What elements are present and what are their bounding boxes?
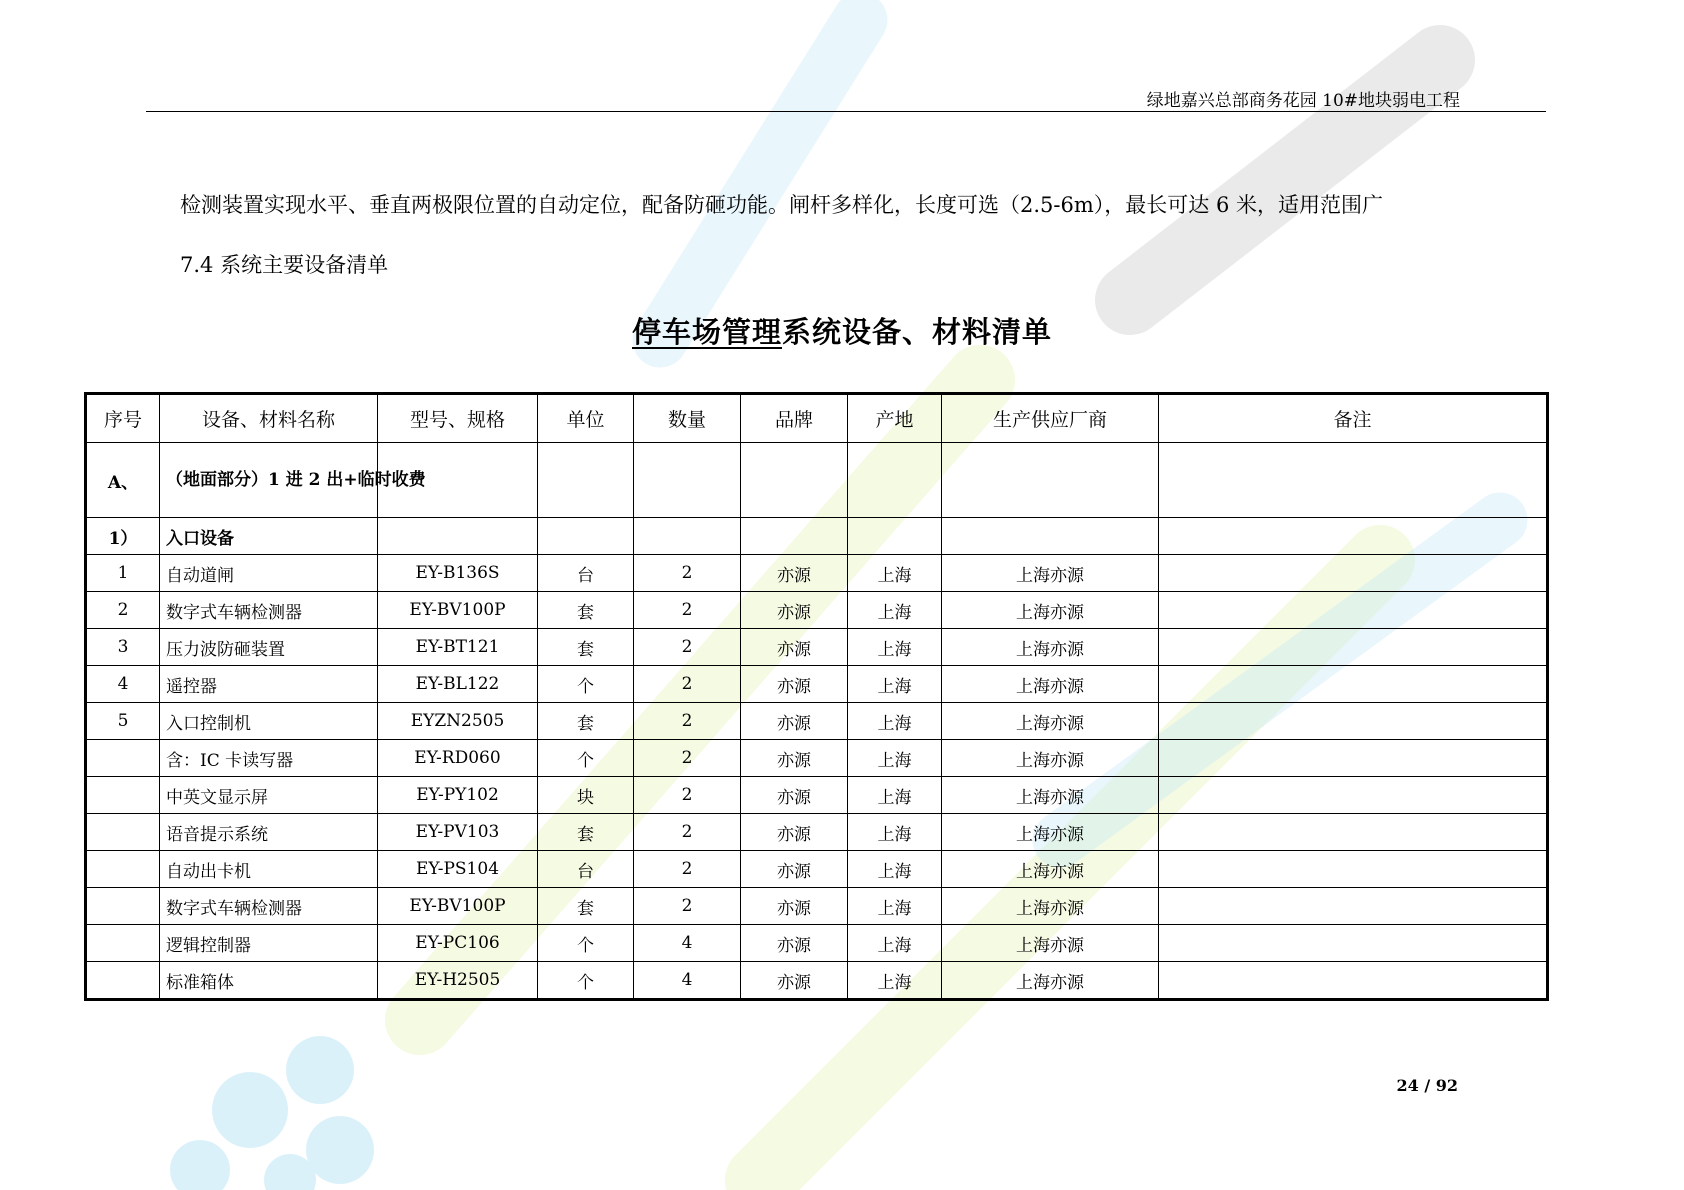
- table-cell: 上海: [848, 851, 942, 888]
- table-cell: [1159, 666, 1548, 703]
- table-row: [86, 814, 1548, 851]
- table-cell: [1159, 888, 1548, 925]
- table-cell: EY-PS104: [378, 851, 538, 888]
- table-cell: 2: [634, 666, 741, 703]
- table-body: [86, 443, 1548, 1000]
- table-cell: A、: [86, 443, 160, 518]
- table-cell: 2: [634, 814, 741, 851]
- table-row: [86, 925, 1548, 962]
- table-cell: 上海: [848, 592, 942, 629]
- table-cell: 数字式车辆检测器: [160, 592, 378, 629]
- table-cell: 4: [634, 962, 741, 1000]
- table-cell: 亦源: [741, 666, 848, 703]
- table-cell: EY-BT121: [378, 629, 538, 666]
- table-row: [86, 777, 1548, 814]
- table-cell: 2: [634, 629, 741, 666]
- header-rule: [146, 111, 1546, 112]
- table-cell: 上海: [848, 888, 942, 925]
- table-cell: 上海: [848, 666, 942, 703]
- table-cell: 套: [538, 814, 634, 851]
- table-cell: 标准箱体: [160, 962, 378, 1000]
- table-cell: EY-H2505: [378, 962, 538, 1000]
- table-cell: 4: [86, 666, 160, 703]
- table-cell: 个: [538, 925, 634, 962]
- table-cell: 上海: [848, 962, 942, 1000]
- table-cell: 上海亦源: [942, 814, 1159, 851]
- table-cell: 含：IC 卡读写器: [160, 740, 378, 777]
- table-cell: [378, 518, 538, 555]
- table-cell: 1）: [86, 518, 160, 555]
- table-cell: 上海: [848, 814, 942, 851]
- equipment-table-container: [84, 392, 1549, 1001]
- table-cell: 上海亦源: [942, 555, 1159, 592]
- table-cell: 5: [86, 703, 160, 740]
- table-cell: 上海亦源: [942, 962, 1159, 1000]
- table-cell: 2: [634, 740, 741, 777]
- table-cell: 2: [634, 777, 741, 814]
- table-cell: 3: [86, 629, 160, 666]
- table-cell: [86, 851, 160, 888]
- table-title-rest: 系统设备、材料清单: [782, 315, 1053, 349]
- body-paragraph: 检测装置实现水平、垂直两极限位置的自动定位，配备防砸功能。闸杆多样化，长度可选（2.5-6m），最长可达 6 米，适用范围广: [180, 193, 1383, 217]
- table-cell: 个: [538, 740, 634, 777]
- table-cell: 亦源: [741, 740, 848, 777]
- table-cell: [538, 443, 634, 518]
- table-cell: [86, 962, 160, 1000]
- column-header: 设备、材料名称: [160, 394, 378, 443]
- column-header: 数量: [634, 394, 741, 443]
- column-header: 型号、规格: [378, 394, 538, 443]
- table-cell: 亦源: [741, 814, 848, 851]
- table-cell: [1159, 962, 1548, 1000]
- table-cell: [1159, 518, 1548, 555]
- table-cell: EY-B136S: [378, 555, 538, 592]
- column-header: 备注: [1159, 394, 1548, 443]
- table-cell: 亦源: [741, 555, 848, 592]
- table-cell: [86, 925, 160, 962]
- table-cell: EY-RD060: [378, 740, 538, 777]
- table-cell: 2: [634, 888, 741, 925]
- table-cell: [1159, 555, 1548, 592]
- table-cell: 上海: [848, 925, 942, 962]
- table-cell: [1159, 592, 1548, 629]
- table-cell: [86, 888, 160, 925]
- table-header-row: [86, 394, 1548, 443]
- table-row: [86, 962, 1548, 1000]
- table-cell: [848, 518, 942, 555]
- table-cell: 台: [538, 851, 634, 888]
- table-cell: 遥控器: [160, 666, 378, 703]
- table-cell: [1159, 443, 1548, 518]
- table-cell: 上海: [848, 740, 942, 777]
- table-cell: 上海: [848, 555, 942, 592]
- table-row: [86, 703, 1548, 740]
- table-cell: 语音提示系统: [160, 814, 378, 851]
- table-cell: 上海: [848, 777, 942, 814]
- table-cell: EY-BL122: [378, 666, 538, 703]
- table-cell: [86, 814, 160, 851]
- table-cell: 数字式车辆检测器: [160, 888, 378, 925]
- table-cell: 个: [538, 962, 634, 1000]
- table-cell: [741, 443, 848, 518]
- column-header: 生产供应厂商: [942, 394, 1159, 443]
- table-cell: 亦源: [741, 703, 848, 740]
- table-cell: 入口控制机: [160, 703, 378, 740]
- table-cell: 上海亦源: [942, 629, 1159, 666]
- table-cell: 中英文显示屏: [160, 777, 378, 814]
- table-cell: 4: [634, 925, 741, 962]
- table-row: [86, 740, 1548, 777]
- table-cell: 上海亦源: [942, 740, 1159, 777]
- table-cell: 2: [634, 703, 741, 740]
- header-title: 绿地嘉兴总部商务花园 10#地块弱电工程: [1146, 91, 1460, 111]
- table-cell: 亦源: [741, 777, 848, 814]
- table-cell: [942, 443, 1159, 518]
- table-cell: 亦源: [741, 629, 848, 666]
- table-cell: [86, 740, 160, 777]
- table-cell: [634, 443, 741, 518]
- table-cell: （地面部分）1 进 2 出+临时收费: [160, 443, 378, 518]
- table-cell: 上海亦源: [942, 703, 1159, 740]
- table-cell: [538, 518, 634, 555]
- table-title: [0, 310, 1684, 351]
- table-cell: 上海亦源: [942, 925, 1159, 962]
- table-cell: 上海亦源: [942, 888, 1159, 925]
- column-header: 单位: [538, 394, 634, 443]
- table-cell: 亦源: [741, 962, 848, 1000]
- table-cell: [1159, 814, 1548, 851]
- table-cell: EY-BV100P: [378, 888, 538, 925]
- table-cell: 自动出卡机: [160, 851, 378, 888]
- table-cell: [1159, 703, 1548, 740]
- table-cell: 上海亦源: [942, 592, 1159, 629]
- table-cell: EY-PV103: [378, 814, 538, 851]
- table-cell: 入口设备: [160, 518, 378, 555]
- table-cell: [942, 518, 1159, 555]
- table-cell: 上海亦源: [942, 777, 1159, 814]
- table-cell: EY-PY102: [378, 777, 538, 814]
- table-cell: 亦源: [741, 851, 848, 888]
- table-row: [86, 629, 1548, 666]
- equipment-table: [84, 392, 1549, 1001]
- table-cell: 上海亦源: [942, 851, 1159, 888]
- table-cell: [86, 777, 160, 814]
- table-cell: EY-BV100P: [378, 592, 538, 629]
- table-cell: EY-PC106: [378, 925, 538, 962]
- table-row: [86, 851, 1548, 888]
- table-cell: 上海亦源: [942, 666, 1159, 703]
- table-cell: 套: [538, 703, 634, 740]
- table-row: [86, 555, 1548, 592]
- table-cell: [1159, 925, 1548, 962]
- table-cell: 块: [538, 777, 634, 814]
- table-cell: 套: [538, 629, 634, 666]
- table-row: [86, 888, 1548, 925]
- table-cell: 2: [634, 555, 741, 592]
- table-cell: [848, 443, 942, 518]
- table-cell: 台: [538, 555, 634, 592]
- table-cell: 套: [538, 592, 634, 629]
- table-cell: [634, 518, 741, 555]
- table-cell: EYZN2505: [378, 703, 538, 740]
- table-cell: 套: [538, 888, 634, 925]
- table-cell: [1159, 851, 1548, 888]
- table-cell: 2: [86, 592, 160, 629]
- table-cell: 逻辑控制器: [160, 925, 378, 962]
- table-cell: 亦源: [741, 592, 848, 629]
- table-cell: 压力波防砸装置: [160, 629, 378, 666]
- table-cell: 自动道闸: [160, 555, 378, 592]
- column-header: 产地: [848, 394, 942, 443]
- table-cell: [741, 518, 848, 555]
- table-cell: [1159, 629, 1548, 666]
- page-number: 24 / 92: [1396, 1076, 1458, 1095]
- table-cell: [1159, 777, 1548, 814]
- table-row: [86, 443, 1548, 518]
- table-row: [86, 592, 1548, 629]
- table-cell: 1: [86, 555, 160, 592]
- column-header: 品牌: [741, 394, 848, 443]
- table-row: [86, 666, 1548, 703]
- table-cell: 2: [634, 592, 741, 629]
- table-cell: 2: [634, 851, 741, 888]
- table-row: [86, 518, 1548, 555]
- column-header: 序号: [86, 394, 160, 443]
- table-cell: 亦源: [741, 925, 848, 962]
- table-cell: 亦源: [741, 888, 848, 925]
- table-cell: [1159, 740, 1548, 777]
- table-cell: 上海: [848, 703, 942, 740]
- table-cell: 上海: [848, 629, 942, 666]
- table-cell: 个: [538, 666, 634, 703]
- section-heading: 7.4 系统主要设备清单: [180, 253, 389, 277]
- table-title-underlined: 停车场管理: [631, 315, 782, 349]
